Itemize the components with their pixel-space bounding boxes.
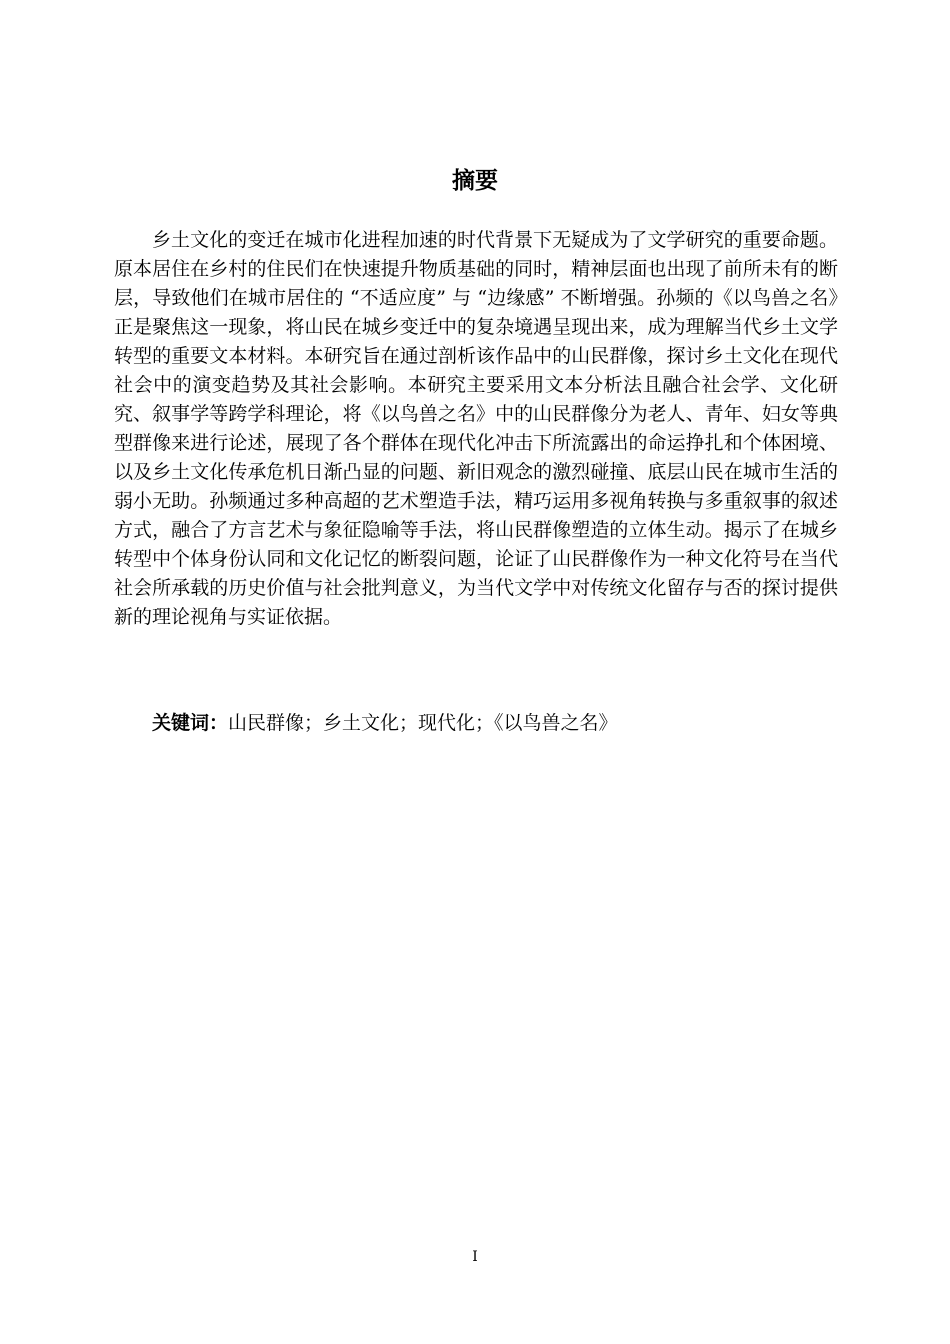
keywords-value: 山民群像；乡土文化；现代化；《以鸟兽之名》 [228, 712, 618, 734]
abstract-paragraph: 乡土文化的变迁在城市化进程加速的时代背景下无疑成为了文学研究的重要命题。原本居住在乡村的住民们在快速提升物质基础的同时，精神层面也出现了前所未有的断层，导致他们在城市居住的 “不适应度” 与 “边缘感” 不断增强。孙频的《以鸟兽之名》正是聚焦这一现象，将山民在城乡变迁中的复杂境遇呈现出来，成为理解当代乡土文学转型的重要文本材料。本研究旨在通过剖析该作品中的山民群像，探讨乡土文化在现代社会中的演变趋势及其社会影响。本研究主要采用文本分析法且融合社会学、文化研究、叙事学等跨学科理论，将《以鸟兽之名》中的山民群像分为老人、青年、妇女等典型群像来进行论述，展现了各个群体在现代化冲击下所流露出的命运挣扎和个体困境、以及乡土文化传承危机日渐凸显的问题、新旧观念的激烈碰撞、底层山民在城市生活的弱小无助。孙频通过多种高超的艺术塑造手法，精巧运用多视角转换与多重叙事的叙述方式，融合了方言艺术与象征隐喻等手法，将山民群像塑造的立体生动。揭示了在城乡转型中个体身份认同和文化记忆的断裂问题，论证了山民群像作为一种文化符号在当代社会所承载的历史价值与社会批判意义，为当代文学中对传统文化留存与否的探讨提供新的理论视角与实证依据。 [114, 229, 838, 628]
keywords-line [152, 709, 852, 738]
page-title: 摘要 [452, 168, 498, 194]
keywords-label: 关键词： [152, 712, 229, 734]
page-number: I [472, 1249, 478, 1265]
